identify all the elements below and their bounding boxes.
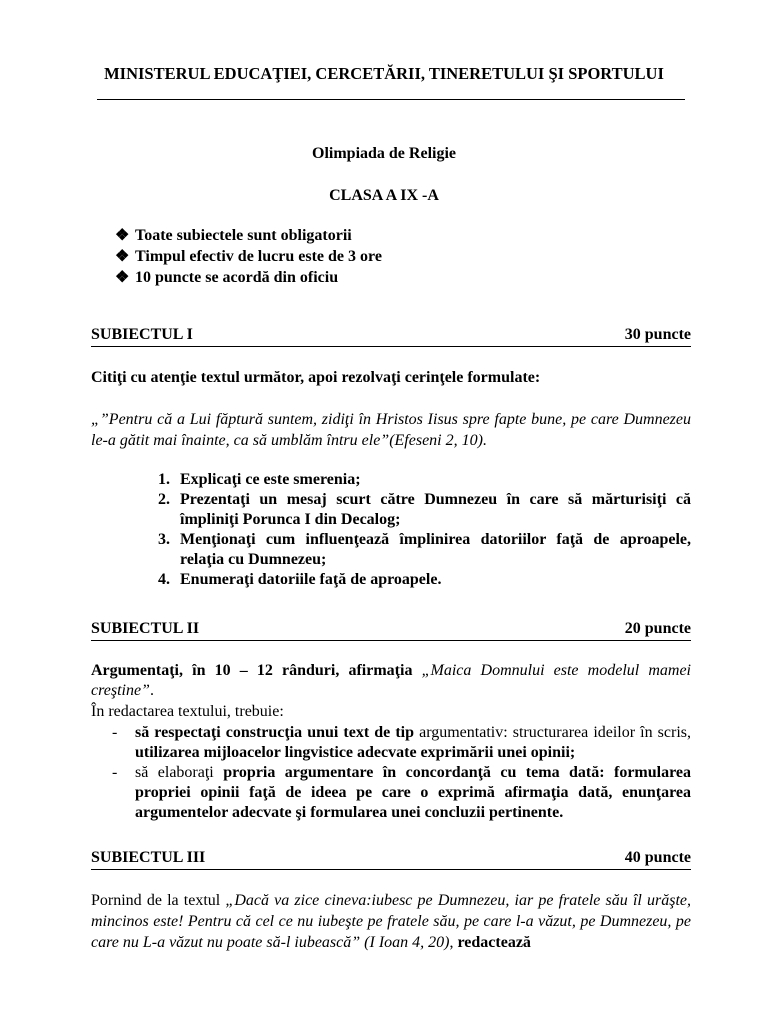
question-item: 1. Explicaţi ce este smerenia; — [158, 471, 361, 488]
subject3-title: SUBIECTUL III — [91, 849, 206, 866]
subject3-text: Pornind de la textul „Dacă va zice cineva:iubesc pe Dumnezeu, iar pe fratele său îl urăşte, mincinos este! Pentru că cel ce nu iubeşte pe fratele său, pe care l-a văzut, pe Dumnezeu, pe care nu L-a văzut nu poate să-l iubească” (I Ioan 4, 20), redactează — [91, 892, 692, 951]
subject1-heading — [91, 325, 691, 347]
requirement-item: - să respectaţi construcţia unui text de tip argumentativ: structurarea ideilor în scris, utilizarea mijloacelor lingvistice adecvate exprimării unei opinii; — [112, 724, 692, 761]
subject2-intro: În redactarea textului, trebuie: — [91, 703, 284, 720]
subject1-points: 30 puncte — [624, 326, 691, 343]
rules-list — [115, 226, 382, 289]
class-label: CLASA A IX -A — [329, 187, 439, 204]
subject2-prompt: Argumentaţi, în 10 – 12 rânduri, afirmaţia „Maica Domnului este modelul mamei creştine”. — [91, 662, 692, 699]
rule-item: ❖ Timpul efectiv de lucru este de 3 ore — [115, 248, 382, 265]
rule-item: ❖ 10 puncte se acordă din oficiu — [115, 269, 339, 286]
subject1-questions — [150, 470, 691, 590]
question-item: 3. Menţionaţi cum influenţează împlinirea datoriilor faţă de aproapele, relaţia cu Dumnezeu; — [158, 531, 691, 568]
rule-item: ❖ Toate subiectele sunt obligatorii — [115, 227, 352, 244]
subject2-points: 20 puncte — [624, 620, 691, 637]
subject1-instruction: Citiţi cu atenţie textul următor, apoi rezolvaţi cerinţele formulate: — [91, 369, 541, 386]
subject1-quote: „”Pentru că a Lui făptură suntem, zidiţi în Hristos Iisus spre fapte bune, pe care Dumnezeu le-a gătit mai înainte, ca să umblăm întru ele”(Efeseni 2, 10). — [91, 411, 691, 449]
subject2-requirements — [91, 723, 691, 823]
diamond-bullet-icon: ❖ — [115, 269, 130, 286]
document-title: Olimpiada de Religie — [312, 145, 456, 162]
ministry-header: MINISTERUL EDUCAŢIEI, CERCETĂRII, TINERETULUI ŞI SPORTULUI — [104, 64, 664, 83]
subject3-heading — [91, 848, 691, 870]
subject1-title: SUBIECTUL I — [91, 326, 193, 343]
diamond-bullet-icon: ❖ — [115, 227, 130, 244]
diamond-bullet-icon: ❖ — [115, 248, 130, 265]
subject3-points: 40 puncte — [624, 849, 691, 866]
subject2-heading — [91, 619, 691, 641]
subject2-title: SUBIECTUL II — [91, 620, 200, 637]
header-divider — [97, 99, 685, 100]
requirement-item: - să elaboraţi propria argumentare în concordanţă cu tema dată: formularea propriei opinii faţă de ideea pe care o exprimă afirmaţia dată, enunţarea argumentelor adecvate şi formularea unei concluzii pertinente. — [112, 764, 692, 821]
question-item: 2. Prezentaţi un mesaj scurt către Dumnezeu în care să mărturisiţi că împliniţi Porunca I din Decalog; — [158, 491, 691, 528]
question-item: 4. Enumeraţi datoriile faţă de aproapele. — [158, 571, 442, 588]
